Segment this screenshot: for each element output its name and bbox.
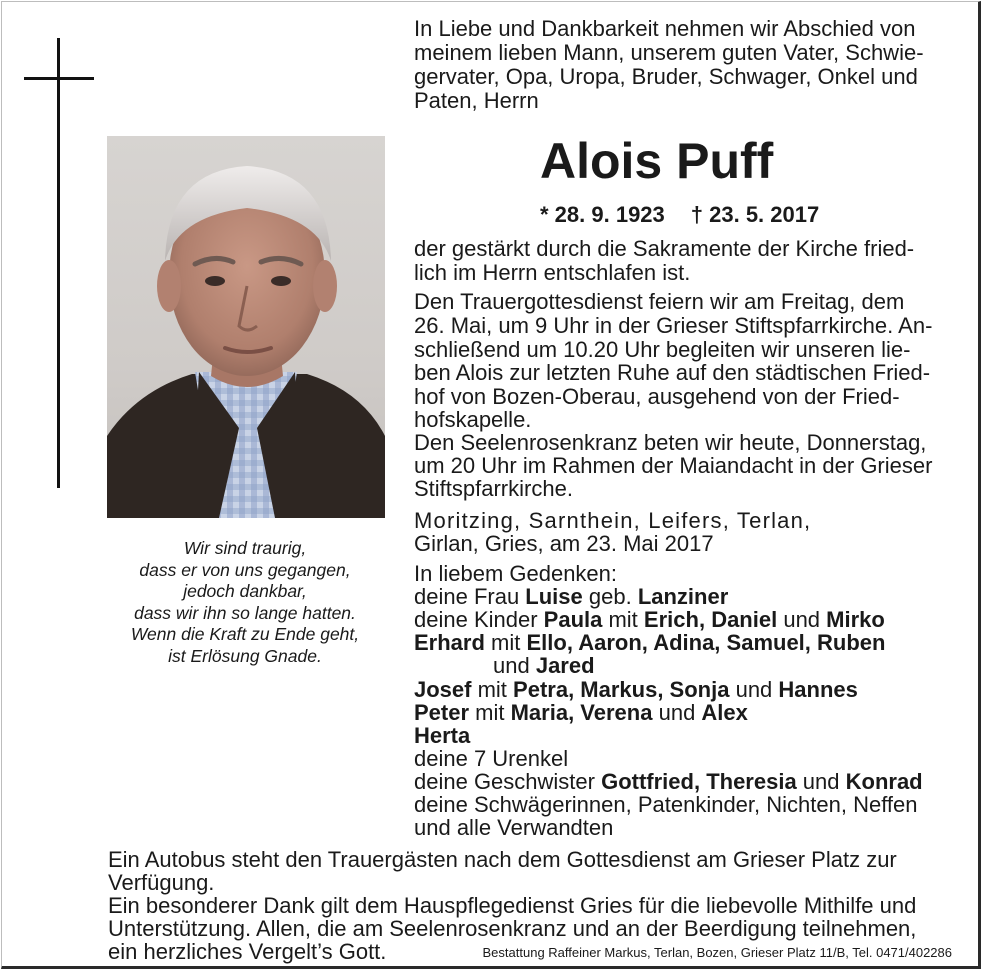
poem-line: dass er von uns gegangen, — [139, 559, 351, 580]
intro-line-3: gervater, Opa, Uropa, Bruder, Schwager, Onkel und — [414, 64, 918, 89]
body-line-6: ben Alois zur letzten Ruhe auf den städtischen Fried- — [414, 360, 931, 385]
intro-line-4: Paten, Herrn — [414, 88, 539, 113]
mourner-herta: Herta — [414, 723, 471, 748]
death-date: † 23. 5. 2017 — [690, 202, 820, 227]
cross-vertical-bar — [57, 38, 60, 488]
intro-line-2: meinem lieben Mann, unserem guten Vater, Schwie- — [414, 40, 924, 65]
undertaker-note: Bestattung Raffeiner Markus, Terlan, Bozen, Grieser Platz 11/B, Tel. 0471/402286 — [482, 945, 952, 960]
body-line-1: der gestärkt durch die Sakramente der Kirche fried- — [414, 236, 915, 261]
mourner-josef: Josef mit Petra, Markus, Sonja und Hannes — [414, 677, 858, 702]
poem-line: Wir sind traurig, — [183, 538, 307, 558]
body-line-4: 26. Mai, um 9 Uhr in der Grieser Stiftspfarrkirche. An- — [414, 313, 933, 338]
mourner-erhard: Erhard mit Ello, Aaron, Adina, Samuel, Ruben — [414, 630, 886, 655]
mourner-siblings: deine Geschwister Gottfried, Theresia und Konrad — [414, 769, 923, 794]
place-line-2: Girlan, Gries, am 23. Mai 2017 — [414, 531, 714, 556]
footer-line-3: Ein besonderer Dank gilt dem Hauspflegedienst Gries für die liebevolle Mithilfe und — [108, 893, 917, 918]
footer-line-2: Verfügung. — [108, 870, 215, 895]
mourner-children: deine Kinder Paula mit Erich, Daniel und Mirko — [414, 607, 885, 632]
birth-date: * 28. 9. 1923 — [540, 202, 665, 227]
poem-line: ist Erlösung Gnade. — [168, 645, 322, 666]
body-line-10: um 20 Uhr im Rahmen der Maiandacht in der Grieser — [414, 453, 933, 478]
mourner-inlaws: deine Schwägerinnen, Patenkinder, Nichten, Neffen — [414, 792, 918, 817]
body-line-2: lich im Herrn entschlafen ist. — [414, 260, 691, 285]
body-line-11: Stiftspfarrkirche. — [414, 476, 573, 501]
life-dates — [540, 202, 819, 228]
mourner-peter: Peter mit Maria, Verena und Alex — [414, 700, 748, 725]
body-line-3: Den Trauergottesdienst feiern wir am Freitag, dem — [414, 289, 905, 314]
poem-line: jedoch dankbar, — [183, 581, 307, 601]
mourner-erhard-cont: und Jared — [493, 653, 595, 678]
body-line-7: hof von Bozen-Oberau, ausgehend von der Fried- — [414, 384, 900, 409]
portrait-illustration — [107, 136, 385, 518]
footer-line-1: Ein Autobus steht den Trauergästen nach dem Gottesdienst am Grieser Platz zur — [108, 847, 897, 872]
intro-line-1: In Liebe und Dankbarkeit nehmen wir Abschied von — [414, 16, 916, 41]
mourners-heading: In liebem Gedenken: — [414, 561, 618, 586]
mourner-urenkel: deine 7 Urenkel — [414, 746, 569, 771]
mourner-relatives: und alle Verwandten — [414, 815, 614, 840]
mourner-wife: deine Frau Luise geb. Lanziner — [414, 584, 729, 609]
portrait-photo — [107, 136, 385, 518]
footer-line-5: ein herzliches Vergelt’s Gott. — [108, 939, 387, 964]
cross-horizontal-bar — [24, 77, 94, 80]
body-line-8: hofskapelle. — [414, 407, 532, 432]
consolation-poem — [90, 538, 400, 667]
body-line-9: Den Seelenrosenkranz beten wir heute, Donnerstag, — [414, 430, 927, 455]
body-line-5: schließend um 10.20 Uhr begleiten wir unseren lie- — [414, 337, 911, 362]
poem-line: dass wir ihn so lange hatten. — [134, 602, 356, 623]
deceased-name: Alois Puff — [540, 133, 774, 189]
footer-line-4: Unterstützung. Allen, die am Seelenrosenkranz und an der Beerdigung teilnehmen, — [108, 916, 917, 941]
poem-line: Wenn die Kraft zu Ende geht, — [130, 624, 360, 644]
place-line-1: Moritzing, Sarnthein, Leifers, Terlan, — [414, 508, 812, 533]
